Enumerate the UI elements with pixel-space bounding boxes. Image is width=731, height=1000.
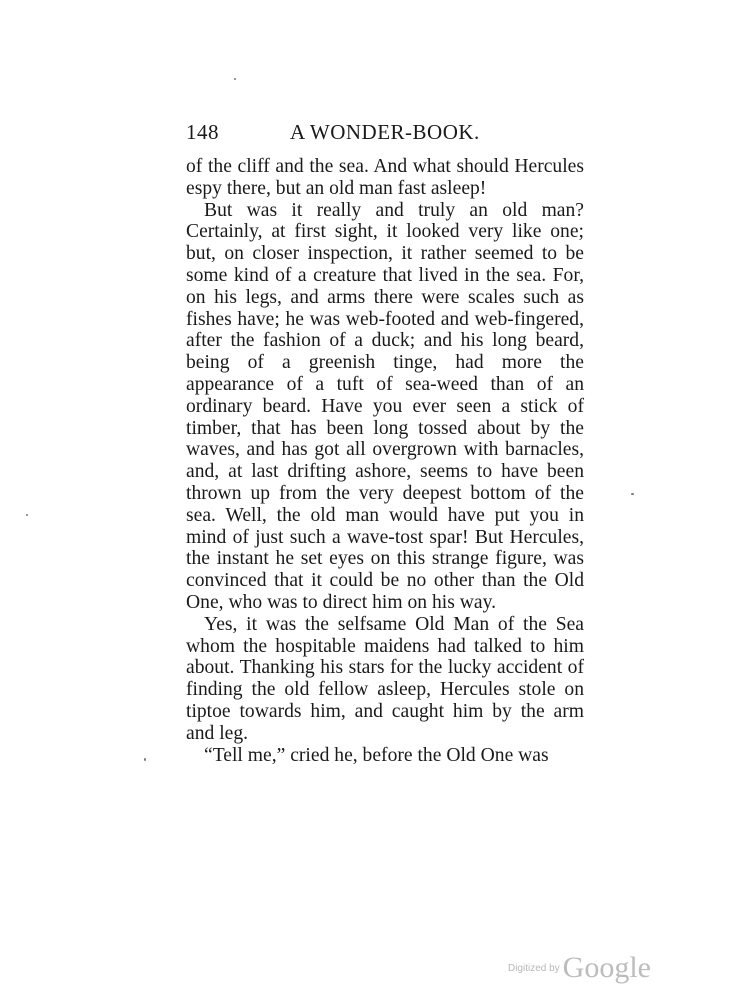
scan-speck: [144, 758, 146, 761]
body-text: [186, 156, 584, 766]
paragraph-tell-me: “Tell me,” cried he, before the Old One was: [204, 744, 549, 766]
page-number: 148: [186, 120, 219, 144]
digitized-label: Digitized by: [507, 963, 560, 974]
paragraph-continuation: of the cliff and the sea. And what should Hercules espy there, but an old man fast asleep!: [186, 156, 584, 199]
scan-speck: [26, 514, 28, 516]
scan-speck: [631, 493, 634, 495]
paragraph-old-man: But was it really and truly an old man? Certainly, at first sight, it looked very like one; but, on closer inspection, it rather seemed to be some kind of a creature that lived in the sea. For, on his legs, and arms there were scales such as fishes have; he was web-footed and web-fingered, after the fashion of a duck; and his long beard, being of a greenish tinge, had more the appearance of a tuft of sea-weed than of an ordinary beard. Have you ever seen a stick of timber, that has been long tossed about by the waves, and has got all overgrown with barnacles, and, at last drifting ashore, seems to have been thrown up from the very deepest bottom of the sea. Well, the old man would have put you in mind of just such a wave-tost spar! But Hercules, the instant he set eyes on this strange figure, was convinced that it could be no other than the Old One, who was to direct him on his way.: [186, 199, 584, 613]
running-title: A WONDER-BOOK.: [290, 120, 480, 144]
digitized-watermark: [508, 951, 651, 991]
google-logo: Google: [562, 951, 651, 984]
page-header: [186, 120, 586, 150]
scan-speck: [234, 78, 236, 80]
paragraph-old-man-of-the-sea: Yes, it was the selfsame Old Man of the Sea whom the hospitable maidens had talked to him about. Thanking his stars for the lucky accident of finding the old fellow asleep, Hercules stole on tiptoe towards him, and caught him by the arm and leg.: [186, 613, 584, 744]
